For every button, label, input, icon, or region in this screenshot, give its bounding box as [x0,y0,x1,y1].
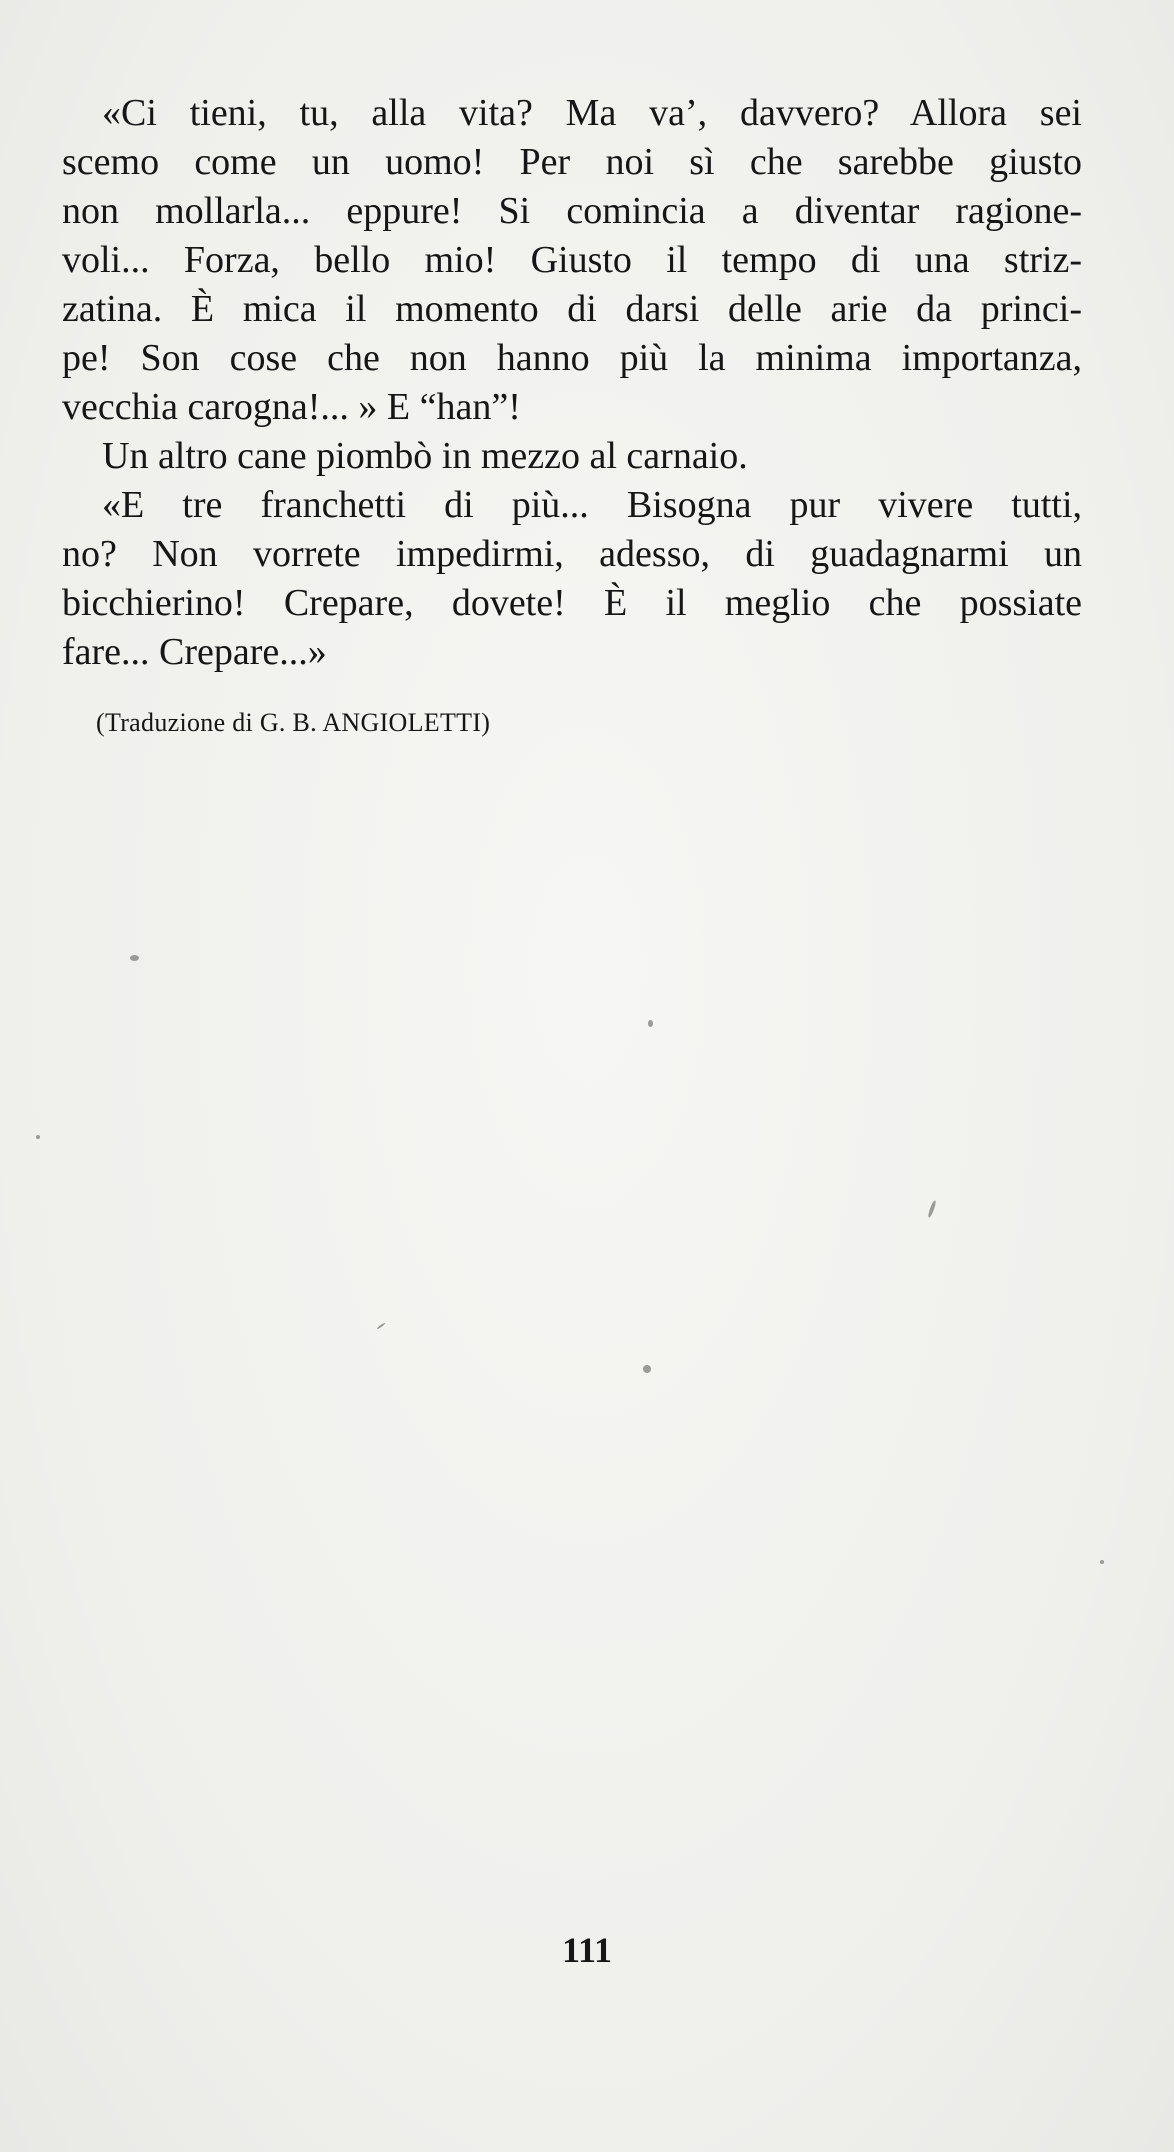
paragraph-3-line-1: «E tre franchetti di più... Bisogna pur vivere tutti, [102,484,1082,526]
translation-credit: (Traduzione di G. B. ANGIOLETTI) [96,708,491,737]
paragraph-3-line-4: fare... Crepare...» [62,631,327,673]
paragraph-3-line-2: no? Non vorrete impedirmi, adesso, di guadagnarmi un [62,533,1082,575]
paragraph-1-line-4: voli... Forza, bello mio! Giusto il tempo di una striz- [62,239,1082,281]
paragraph-1-line-3: non mollarla... eppure! Si comincia a diventar ragione- [62,190,1082,232]
paper-speck [927,1200,937,1218]
paragraph-1-line-2: scemo come un uomo! Per noi sì che sarebbe giusto [62,141,1082,183]
paragraph-1-line-1: «Ci tieni, tu, alla vita? Ma va’, davvero? Allora sei [102,92,1082,134]
paragraph-2-line-1: Un altro cane piombò in mezzo al carnaio. [102,435,748,477]
paragraph-1-line-6: pe! Son cose che non hanno più la minima importanza, [62,337,1082,379]
paper-speck [36,1135,40,1139]
paragraph-1-line-7: vecchia carogna!... » E “han”! [62,386,521,428]
paper-speck [648,1020,653,1027]
paragraph-3-line-3: bicchierino! Crepare, dovete! È il meglio che possiate [62,582,1082,624]
paper-speck [643,1365,651,1373]
paragraph-1-line-5: zatina. È mica il momento di darsi delle arie da princi- [62,288,1082,330]
paper-speck [376,1322,385,1329]
paper-speck [130,955,139,961]
paper-speck [1100,1560,1104,1564]
page-number: 111 [561,1930,613,1970]
